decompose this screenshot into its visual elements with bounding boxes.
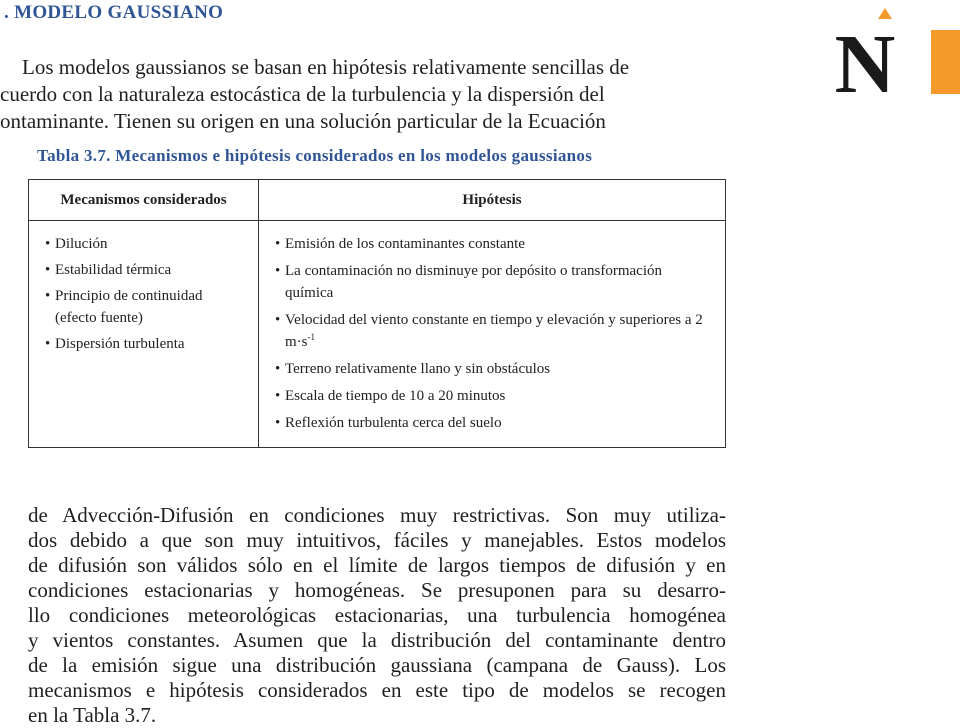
- hypotheses-list: [275, 233, 715, 434]
- body-paragraph: [28, 503, 726, 728]
- table-header-row: [29, 180, 726, 221]
- body-line: y vientos constantes. Asumen que la distribución del contaminante dentro: [28, 628, 726, 652]
- intro-line: ontaminante. Tienen su origen en una solución particular de la Ecuación: [0, 109, 606, 133]
- list-item: • Terreno relativamente llano y sin obstáculos: [275, 358, 715, 380]
- body-line: dos debido a que son muy intuitivos, fáciles y manejables. Estos modelos: [28, 528, 726, 552]
- column-header-mechanisms: Mecanismos considerados: [29, 180, 259, 221]
- intro-paragraph: [0, 54, 716, 135]
- mechanisms-cell: [29, 221, 259, 448]
- list-item: • La contaminación no disminuye por depósito o transformación química: [275, 260, 705, 304]
- unit-exponent: -1: [307, 332, 315, 342]
- body-line: condiciones estacionarias y homogéneas. Se presuponen para su desarro-: [28, 578, 726, 602]
- body-line: en la Tabla 3.7.: [28, 703, 157, 727]
- mechanisms-list: [45, 233, 248, 355]
- hypotheses-table: [28, 179, 726, 448]
- list-item: • Emisión de los contaminantes constante: [275, 233, 715, 255]
- list-item: • Reflexión turbulenta cerca del suelo: [275, 412, 715, 434]
- body-line: llo condiciones meteorológicas estacionarias, una turbulencia homogénea: [28, 603, 726, 627]
- section-heading: . MODELO GAUSSIANO: [4, 2, 224, 23]
- body-line: mecanismos e hipótesis considerados en este tipo de modelos se recogen: [28, 678, 726, 702]
- list-item: • Dilución: [45, 233, 248, 255]
- list-item: • Dispersión turbulenta: [45, 333, 248, 355]
- intro-line: Los modelos gaussianos se basan en hipótesis relativamente sencillas de: [22, 55, 630, 79]
- body-line: de la emisión sigue una distribución gaussiana (campana de Gauss). Los: [28, 653, 726, 677]
- intro-line: cuerdo con la naturaleza estocástica de la turbulencia y la dispersión del: [0, 82, 605, 106]
- list-item: • Escala de tiempo de 10 a 20 minutos: [275, 385, 715, 407]
- list-item: • Principio de continuidad (efecto fuente): [45, 285, 230, 329]
- speed-hypothesis-text: Velocidad del viento constante en tiempo y elevación y superiores a 2 m·s: [285, 312, 703, 350]
- table-caption: Tabla 3.7. Mecanismos e hipótesis considerados en los modelos gaussianos: [37, 146, 593, 165]
- brand-logo: [832, 4, 898, 96]
- body-line: de difusión son válidos sólo en el límite de largos tiempos de difusión y en: [28, 553, 726, 577]
- table-row: [29, 221, 726, 448]
- body-line: de Advección-Difusión en condiciones muy restrictivas. Son muy utiliza-: [28, 503, 726, 527]
- brand-accent-bar: [931, 30, 960, 94]
- logo-letter: N: [834, 18, 896, 96]
- hypotheses-cell: [259, 221, 726, 448]
- list-item: • Estabilidad térmica: [45, 259, 248, 281]
- column-header-hypotheses: Hipótesis: [259, 180, 726, 221]
- list-item: [275, 309, 715, 353]
